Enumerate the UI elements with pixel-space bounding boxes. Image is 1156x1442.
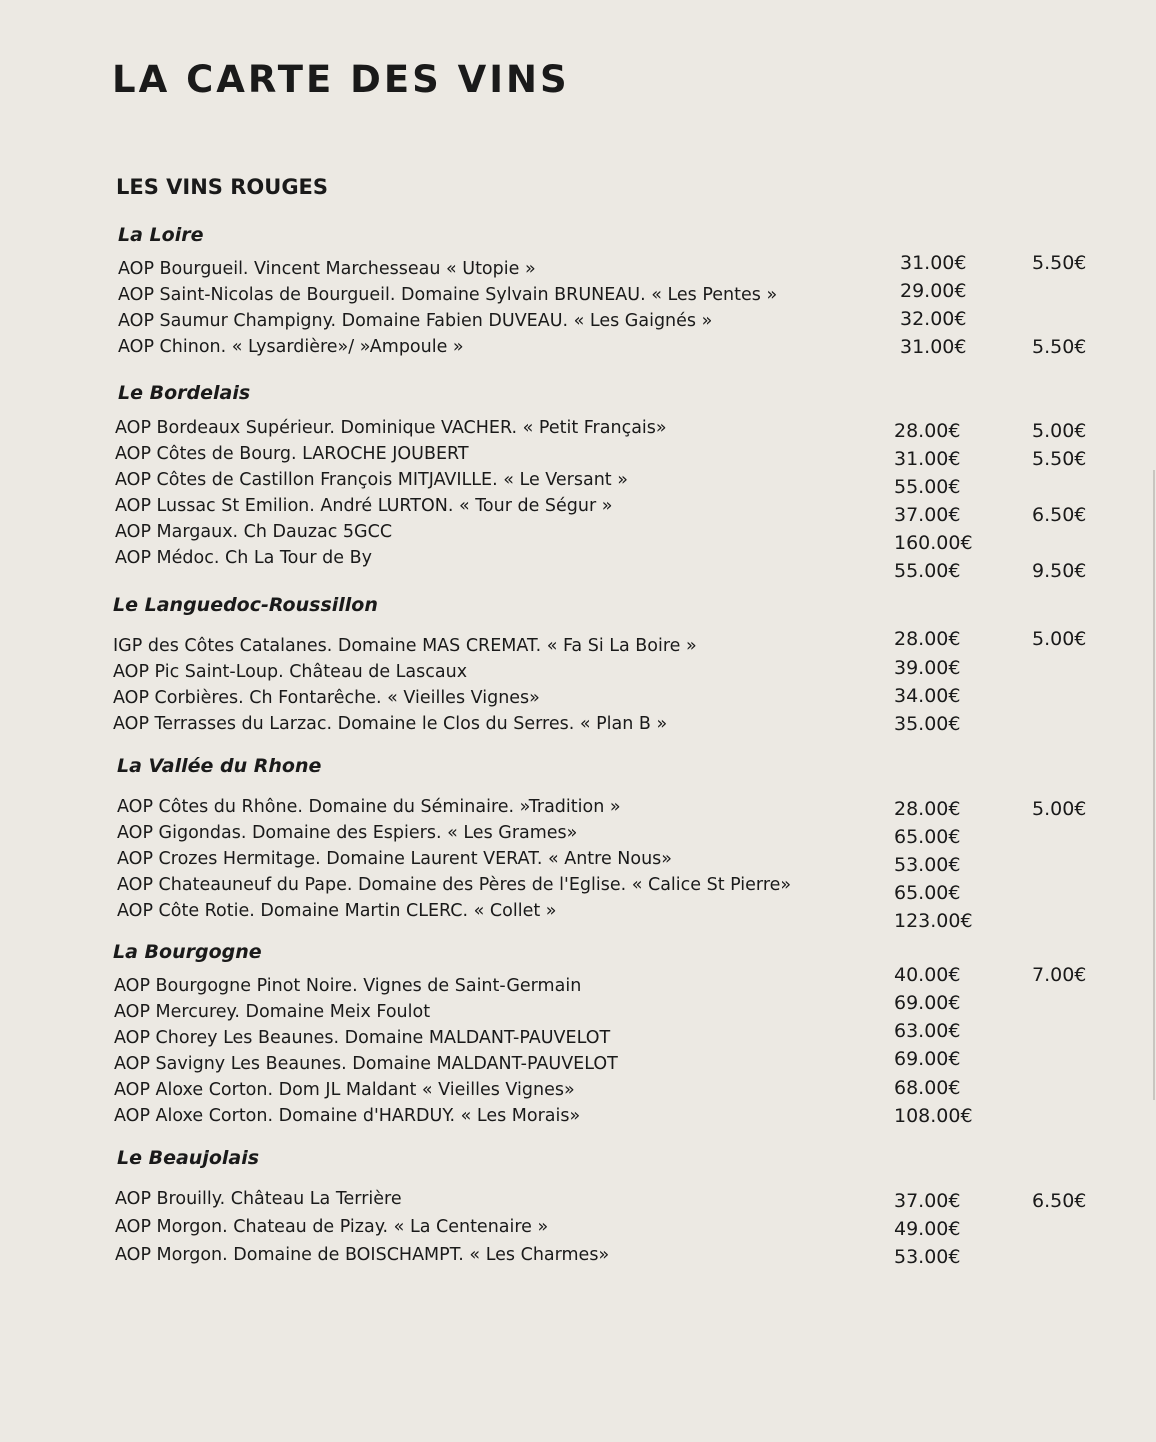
bottle-price: 31.00€ (894, 448, 961, 470)
wine-name: AOP Côtes de Bourg. LAROCHE JOUBERT (115, 444, 469, 464)
bottle-price: 160.00€ (894, 532, 973, 554)
wine-name: AOP Côte Rotie. Domaine Martin CLERC. « Collet » (117, 901, 557, 921)
bottle-price: 28.00€ (894, 420, 961, 442)
wine-name: AOP Aloxe Corton. Domaine d'HARDUY. « Les Morais» (114, 1106, 581, 1126)
glass-price: 5.00€ (1032, 420, 1087, 442)
bottle-price: 28.00€ (894, 628, 961, 650)
wine-name: AOP Mercurey. Domaine Meix Foulot (114, 1002, 431, 1022)
wine-name: AOP Brouilly. Château La Terrière (115, 1189, 402, 1209)
bottle-price: 40.00€ (894, 964, 961, 986)
region-heading: La Bourgogne (113, 941, 262, 963)
bottle-price: 55.00€ (894, 476, 961, 498)
wine-name: AOP Margaux. Ch Dauzac 5GCC (115, 522, 393, 542)
bottle-price: 53.00€ (894, 1246, 961, 1268)
glass-price: 5.00€ (1032, 628, 1087, 650)
wine-name: AOP Terrasses du Larzac. Domaine le Clos du Serres. « Plan B » (113, 714, 668, 734)
wine-name: AOP Chateauneuf du Pape. Domaine des Pères de l'Eglise. « Calice St Pierre» (117, 875, 792, 895)
bottle-price: 35.00€ (894, 713, 961, 735)
bottle-price: 34.00€ (894, 685, 961, 707)
bottle-price: 108.00€ (894, 1105, 973, 1127)
bottle-price: 69.00€ (894, 992, 961, 1014)
bottle-price: 65.00€ (894, 826, 961, 848)
wine-name: AOP Chorey Les Beaunes. Domaine MALDANT-PAUVELOT (114, 1028, 611, 1048)
menu-title: LA CARTE DES VINS (112, 58, 570, 101)
bottle-price: 53.00€ (894, 854, 961, 876)
bottle-price: 65.00€ (894, 882, 961, 904)
region-heading: La Loire (118, 224, 204, 246)
bottle-price: 37.00€ (894, 1190, 961, 1212)
wine-name: AOP Médoc. Ch La Tour de By (115, 548, 372, 568)
bottle-price: 29.00€ (900, 280, 967, 302)
glass-price: 6.50€ (1032, 504, 1087, 526)
glass-price: 5.50€ (1032, 336, 1087, 358)
bottle-price: 55.00€ (894, 560, 961, 582)
bottle-price: 37.00€ (894, 504, 961, 526)
wine-name: AOP Savigny Les Beaunes. Domaine MALDANT-PAUVELOT (114, 1054, 618, 1074)
glass-price: 9.50€ (1032, 560, 1087, 582)
bottle-price: 32.00€ (900, 308, 967, 330)
wine-name: AOP Morgon. Domaine de BOISCHAMPT. « Les Charmes» (115, 1245, 610, 1265)
bottle-price: 49.00€ (894, 1218, 961, 1240)
region-heading: Le Languedoc-Roussillon (113, 594, 378, 616)
glass-price: 7.00€ (1032, 964, 1087, 986)
bottle-price: 28.00€ (894, 798, 961, 820)
glass-price: 5.00€ (1032, 798, 1087, 820)
bottle-price: 31.00€ (900, 336, 967, 358)
wine-name: AOP Morgon. Chateau de Pizay. « La Centenaire » (115, 1217, 549, 1237)
glass-price: 6.50€ (1032, 1190, 1087, 1212)
bottle-price: 68.00€ (894, 1077, 961, 1099)
bottle-price: 69.00€ (894, 1048, 961, 1070)
bottle-price: 31.00€ (900, 252, 967, 274)
wine-name: AOP Saumur Champigny. Domaine Fabien DUVEAU. « Les Gaignés » (118, 311, 713, 331)
wine-name: AOP Bourgueil. Vincent Marchesseau « Utopie » (118, 259, 536, 279)
bottle-price: 39.00€ (894, 657, 961, 679)
wine-name: AOP Côtes de Castillon François MITJAVILLE. « Le Versant » (115, 470, 628, 490)
wine-name: AOP Saint-Nicolas de Bourgueil. Domaine Sylvain BRUNEAU. « Les Pentes » (118, 285, 778, 305)
wine-name: AOP Chinon. « Lysardière»/ »Ampoule » (118, 337, 464, 357)
wine-name: AOP Bordeaux Supérieur. Dominique VACHER. « Petit Français» (115, 418, 667, 438)
wine-name: AOP Corbières. Ch Fontarêche. « Vieilles Vignes» (113, 688, 540, 708)
bottle-price: 63.00€ (894, 1020, 961, 1042)
wine-name: AOP Lussac St Emilion. André LURTON. « Tour de Ségur » (115, 496, 613, 516)
region-heading: Le Bordelais (118, 382, 251, 404)
page-edge-divider (1153, 470, 1155, 1100)
region-heading: La Vallée du Rhone (117, 755, 322, 777)
bottle-price: 123.00€ (894, 910, 973, 932)
wine-name: AOP Gigondas. Domaine des Espiers. « Les Grames» (117, 823, 578, 843)
wine-name: IGP des Côtes Catalanes. Domaine MAS CREMAT. « Fa Si La Boire » (113, 636, 697, 656)
glass-price: 5.50€ (1032, 252, 1087, 274)
region-heading: Le Beaujolais (117, 1147, 260, 1169)
wine-name: AOP Pic Saint-Loup. Château de Lascaux (113, 662, 468, 682)
wine-name: AOP Crozes Hermitage. Domaine Laurent VERAT. « Antre Nous» (117, 849, 673, 869)
section-title-red-wines: LES VINS ROUGES (116, 175, 329, 199)
wine-name: AOP Côtes du Rhône. Domaine du Séminaire. »Tradition » (117, 797, 621, 817)
glass-price: 5.50€ (1032, 448, 1087, 470)
wine-name: AOP Aloxe Corton. Dom JL Maldant « Vieilles Vignes» (114, 1080, 575, 1100)
wine-name: AOP Bourgogne Pinot Noire. Vignes de Saint-Germain (114, 976, 582, 996)
